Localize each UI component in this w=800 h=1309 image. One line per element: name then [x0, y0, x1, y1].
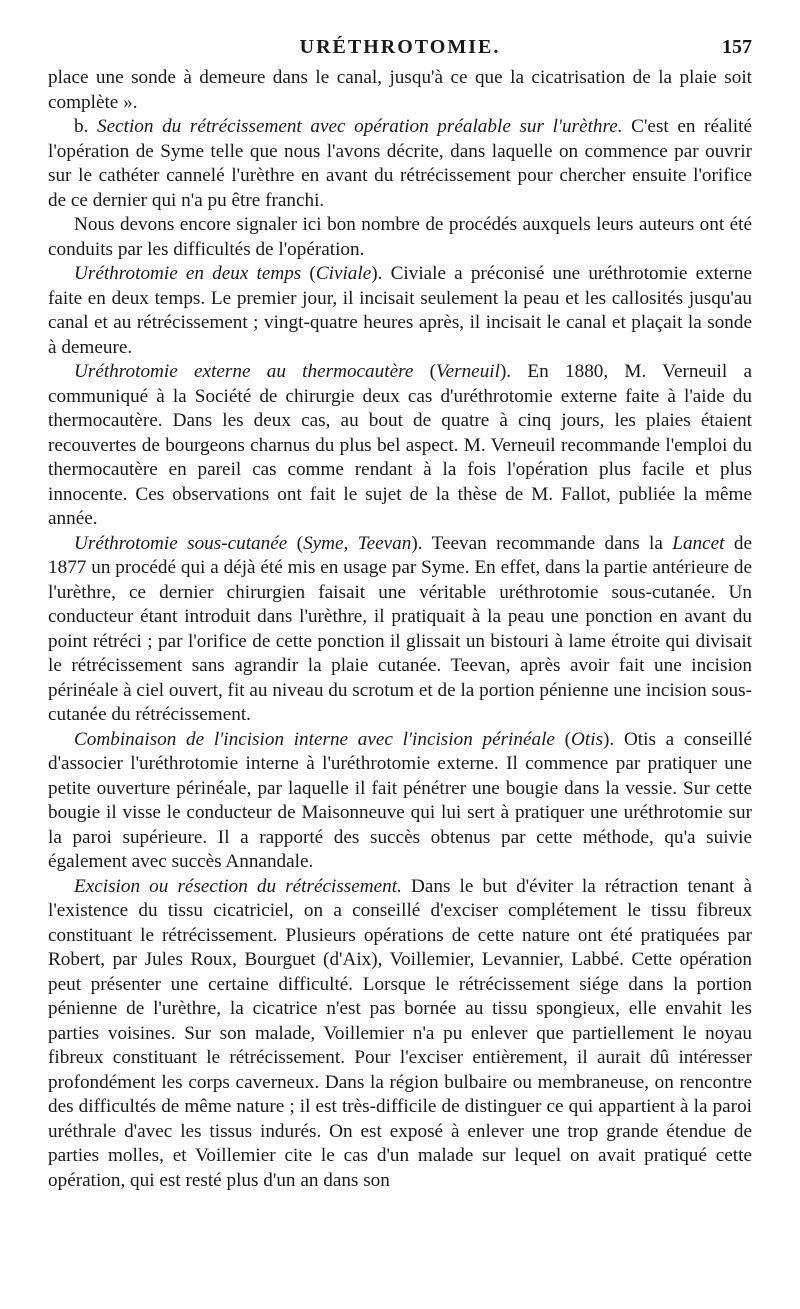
- paragraph-text: C'est en réalité l'opération de Syme telle que nous l'avons décrite, dans laquelle on commence par ouvrir sur le cathéter cannelé l'urèthre en avant du rétrécissement pour chercher ensuite l'orifice de ce dernier qui n'a pu être franchi.: [48, 116, 752, 211]
- paragraph-text: Nous devons encore signaler ici bon nombre de procédés auxquels leurs auteurs ont été conduits par les difficultés de l'opération.: [48, 214, 752, 260]
- journal-name: Lancet: [672, 532, 725, 554]
- page-number: 157: [722, 36, 752, 58]
- procedure-author: Syme, Teevan: [303, 532, 412, 554]
- paragraph-text: Otis a conseillé d'associer l'uréthrotomie interne à l'uréthrotomie externe. Il commence par pratiquer une petite ouverture périnéale, par laquelle il fait pénétrer une bougie dans la vessie. Sur cette bougie il visse le conducteur de Maisonneuve qui lui sert à pratiquer une uréthrotomie sur la paroi supérieure. Il a rapporté des succès obtenus par cette méthode, qu'a suivie également avec succès Annandale.: [48, 728, 753, 872]
- procedure-author: Verneuil: [436, 361, 500, 382]
- paragraph-text: En 1880, M. Verneuil a communiqué à la Société de chirurgie deux cas d'uréthrotomie externe faite à l'aide du thermocautère. Dans les deux cas, au bout de quatre à cinq jours, les plaies étaient recouvertes de bourgeons charnus du plus bel aspect. M. Verneuil recommande l'emploi du thermocautère en pareil cas comme rendant à la fois l'opération plus facile et plus innocente. Ces observations ont fait le sujet de la thèse de M. Fallot, publiée la même année.: [48, 361, 752, 529]
- procedure-heading: Combinaison de l'incision interne avec l'incision périnéale: [74, 728, 555, 750]
- paragraph-verneuil: Uréthrotomie externe au thermocautère (Verneuil). En 1880, M. Verneuil a communiqué à la Société de chirurgie deux cas d'uréthrotomie externe faite à l'aide du thermocautère. Dans les deux cas, au bout de quatre à cinq jours, les plaies étaient recouvertes de bourgeons charnus du plus bel aspect. M. Verneuil recommande l'emploi du thermocautère en pareil cas comme rendant à la fois l'opération plus facile et plus innocente. Ces observations ont fait le sujet de la thèse de M. Fallot, publiée la même année.: [48, 361, 752, 529]
- paragraph-syme-teevan: Uréthrotomie sous-cutanée (Syme, Teevan). Teevan recommande dans la Lancet de 1877 un procédé qui a déjà été mis en usage par Syme. En effet, dans la partie antérieure de l'urèthre, ce dernier chirurgien faisait une véritable uréthrotomie sous-cutanée. Un conducteur étant introduit dans l'urèthre, il pratiquait à la peau une ponction en avant du point rétréci ; par l'orifice de cette ponction il glissait un bistouri à lame étroite qui divisait le rétrécissement sans agrandir la plaie cutanée. Teevan, après avoir fait une incision périnéale à ciel ouvert, fit au niveau du scrotum et de la portion pénienne une incision sous-cutanée du rétrécissement.: [48, 532, 752, 725]
- paragraph-section-b: [48, 115, 752, 213]
- paragraph-otis: Combinaison de l'incision interne avec l'incision périnéale (Otis). Otis a conseillé d'associer l'uréthrotomie interne à l'uréthrotomie externe. Il commence par pratiquer une petite ouverture périnéale, par laquelle il fait pénétrer une bougie dans la vessie. Sur cette bougie il visse le conducteur de Maisonneuve qui lui sert à pratiquer une uréthrotomie sur la paroi supérieure. Il a rapporté des succès obtenus par cette méthode, qu'a suivie également avec succès Annandale.: [48, 728, 753, 872]
- procedure-author: Otis: [571, 728, 604, 750]
- paragraph-text: Dans le but d'éviter la rétraction tenant à l'existence du tissu cicatriciel, on a conseillé d'exciser complétement le tissu fibreux constituant le rétrécissement. Plusieurs opérations de cette nature ont été pratiquées par Robert, par Jules Roux, Bourguet (d'Aix), Voillemier, Levannier, Labbé. Cette opération peut présenter une certaine difficulté. Lorsque le rétrécissement siége dans la portion pénienne de l'urèthre, la cicatrice n'est pas bornée au tissu spongieux, elle envahit les parties voisines. Sur son malade, Voillemier n'a pu enlever que partiellement le noyau fibreux constituant le rétrécissement. Pour l'exciser entièrement, il aurait dû intéresser profondément les corps caverneux. Dans la région bulbaire ou membraneuse, on rencontre des difficultés de même nature ; il est très-difficile de distinguer ce qui appartient à la paroi uréthrale d'avec les tissus indurés. On est exposé à enlever une trop grande étendue de parties molles, et Voillemier cite le cas d'un malade sur lequel on avait pratiqué cette opération, qui est resté plus d'un an dans son: [48, 875, 752, 1191]
- paragraph-continuation: [48, 66, 752, 115]
- paragraph-text: place une sonde à demeure dans le canal, jusqu'à ce que la cicatrisation de la plaie soit complète ».: [48, 67, 752, 113]
- procedure-author: Civiale: [315, 263, 372, 284]
- paragraph-text-continued: de 1877 un procédé qui a déjà été mis en usage par Syme. En effet, dans la partie antérieure de l'urèthre, ce dernier chirurgien faisait une véritable uréthrotomie sous-cutanée. Un conducteur étant introduit dans l'urèthre, il pratiquait à la peau une ponction en avant du point rétréci ; par l'orifice de cette ponction il glissait un bistouri à lame étroite qui divisait le rétrécissement sans agrandir la plaie cutanée. Teevan, après avoir fait une incision périnéale à ciel ouvert, fit au niveau du scrotum et de la portion pénienne une incision sous-cutanée du rétrécissement.: [48, 532, 752, 725]
- paragraph-excision: [48, 875, 752, 1194]
- procedure-heading: Uréthrotomie en deux temps: [74, 263, 302, 284]
- paragraph-civiale: Uréthrotomie en deux temps (Civiale). Civiale a préconisé une uréthrotomie externe faite en deux temps. Le premier jour, il incisait seulement la peau et les callosités jusqu'au canal et au rétrécissement ; vingt-quatre heures après, il incisait le canal et plaçait la sonde à demeure.: [48, 263, 753, 358]
- section-label: b.: [74, 116, 97, 137]
- paragraph-intro-procedures: [48, 213, 752, 262]
- running-title: URÉTHROTOMIE.: [299, 36, 501, 58]
- body-text: [48, 66, 752, 1193]
- procedure-heading: Uréthrotomie sous-cutanée: [74, 532, 288, 554]
- procedure-heading: Uréthrotomie externe au thermocautère: [74, 361, 414, 382]
- paragraph-text: Civiale a préconisé une uréthrotomie externe faite en deux temps. Le premier jour, il incisait seulement la peau et les callosités jusqu'au canal et au rétrécissement ; vingt-quatre heures après, il incisait le canal et plaçait la sonde à demeure.: [48, 263, 753, 358]
- paragraph-text: Teevan recommande dans la: [431, 532, 673, 554]
- procedure-heading: Excision ou résection du rétrécissement.: [74, 875, 402, 897]
- page-header: [48, 36, 752, 66]
- section-heading: Section du rétrécissement avec opération préalable sur l'urèthre.: [97, 116, 623, 137]
